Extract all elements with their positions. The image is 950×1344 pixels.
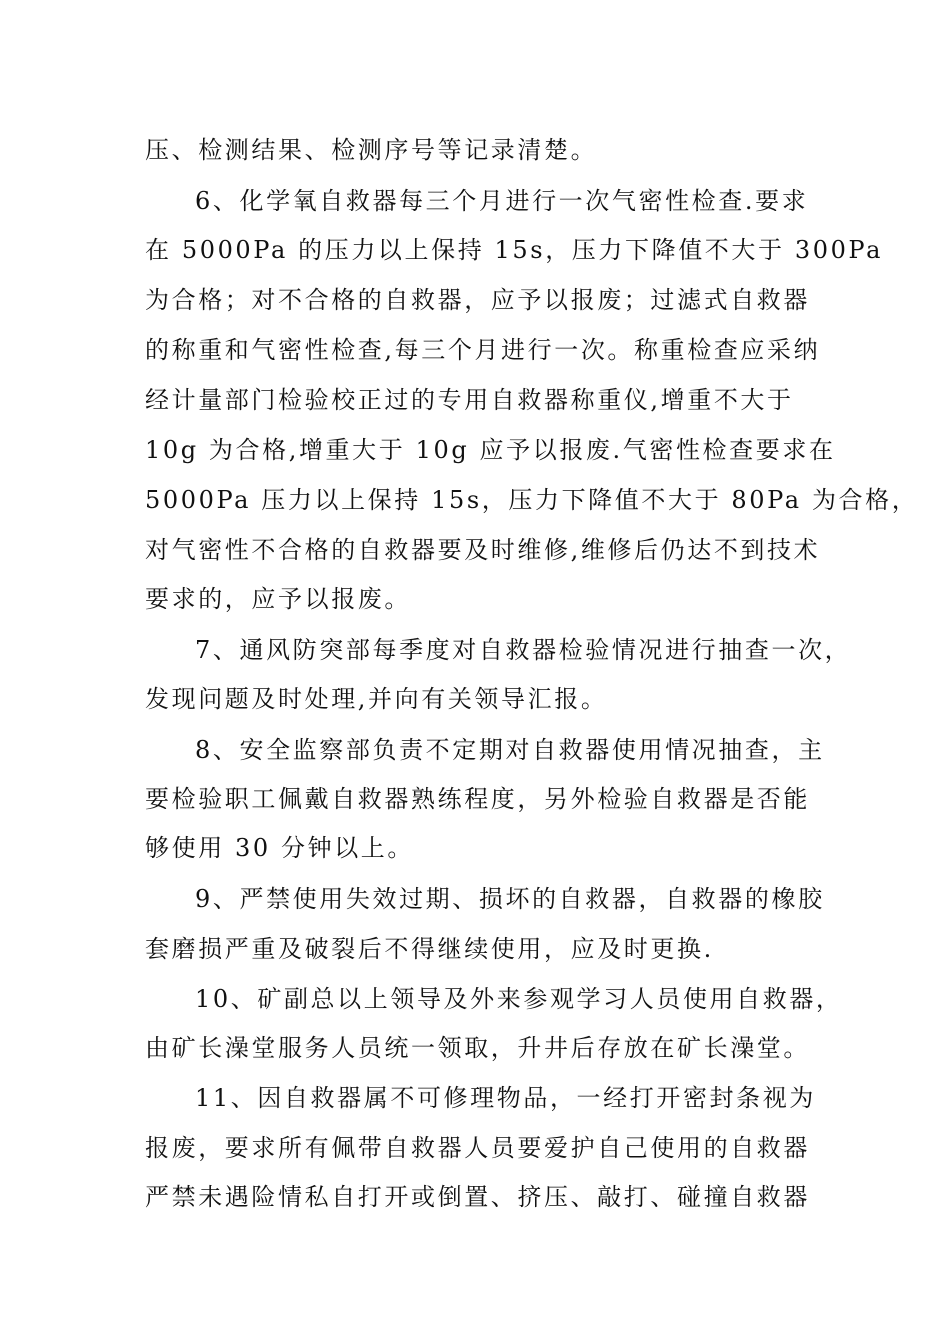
text-line: 为合格；对不合格的自救器，应予以报废；过滤式自救器	[145, 286, 810, 314]
text-line: 7、通风防突部每季度对自救器检验情况进行抽查一次，	[195, 636, 852, 664]
text-line: 严禁未遇险情私自打开或倒置、挤压、敲打、碰撞自救器	[145, 1183, 810, 1211]
text-line: 的称重和气密性检查,每三个月进行一次。称重检查应采纳	[145, 336, 821, 364]
text-line: 发现问题及时处理,并向有关领导汇报。	[145, 685, 608, 713]
text-line: 8、安全监察部负责不定期对自救器使用情况抽查，主	[195, 736, 825, 764]
text-line: 压、检测结果、检测序号等记录清楚。	[145, 136, 598, 164]
text-line: 要求的，应予以报废。	[145, 585, 411, 613]
text-line: 5000Pa 压力以上保持 15s，压力下降值不大于 80Pa 为合格，	[145, 486, 919, 514]
text-line: 套磨损严重及破裂后不得继续使用，应及时更换.	[145, 935, 714, 963]
text-line: 经计量部门检验校正过的专用自救器称重仪,增重不大于	[145, 386, 794, 414]
text-line: 6、化学氧自救器每三个月进行一次气密性检查.要求	[195, 187, 809, 215]
text-line: 够使用 30 分钟以上。	[145, 834, 414, 862]
text-line: 由矿长澡堂服务人员统一领取，升井后存放在矿长澡堂。	[145, 1034, 810, 1062]
text-line: 对气密性不合格的自救器要及时维修,维修后仍达不到技术	[145, 536, 821, 564]
text-line: 10、矿副总以上领导及外来参观学习人员使用自救器，	[195, 985, 843, 1013]
text-line: 9、严禁使用失效过期、损坏的自救器，自救器的橡胶	[195, 885, 825, 913]
text-line: 报废，要求所有佩带自救器人员要爱护自己使用的自救器	[145, 1134, 810, 1162]
text-line: 10g 为合格,增重大于 10g 应予以报废.气密性检查要求在	[145, 436, 836, 464]
text-line: 11、因自救器属不可修理物品，一经打开密封条视为	[195, 1084, 816, 1112]
text-line: 在 5000Pa 的压力以上保持 15s，压力下降值不大于 300Pa	[145, 236, 884, 264]
text-line: 要检验职工佩戴自救器熟练程度，另外检验自救器是否能	[145, 785, 810, 813]
